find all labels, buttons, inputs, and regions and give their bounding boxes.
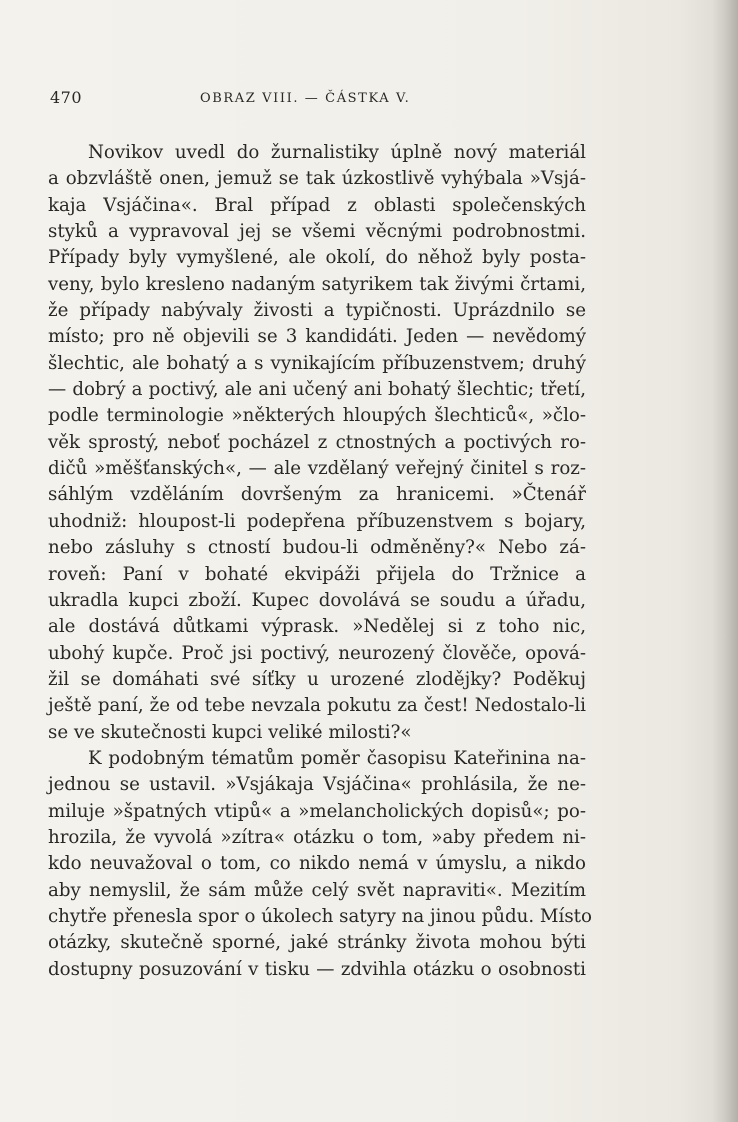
text-line: miluje »špatných vtipů« a »melancholických dopisů«; po-: [48, 800, 586, 822]
text-line: ale dostává důtkami výprask. »Nedělej si z toho nic,: [48, 616, 586, 638]
text-line: šlechtic, ale bohatý a s vynikajícím příbuzenstvem; druhý: [48, 352, 586, 374]
text-line: aby nemyslil, že sám může celý svět napraviti«. Mezitím: [48, 879, 586, 901]
text-line: Případy byly vymyšlené, ale okolí, do něhož byly posta-: [48, 247, 586, 269]
text-line: podle terminologie »některých hloupých šlechticů«, »člo-: [48, 405, 586, 427]
text-line: nebo zásluhy s ctností budou-li odměněny?« Nebo zá-: [48, 537, 586, 559]
text-line: roveň: Paní v bohaté ekvipáži přijela do Tržnice a: [48, 563, 586, 585]
text-line: ukradla kupci zboží. Kupec dovolává se soudu a úřadu,: [48, 589, 586, 611]
text-line: otázky, skutečně sporné, jaké stránky života mohou býti: [48, 932, 586, 954]
text-line: chytře přenesla spor o úkolech satyry na jinou půdu. Místo: [48, 905, 592, 927]
text-line: K podobným tématům poměr časopisu Kateřinina na-: [88, 747, 586, 769]
page-number: 470: [50, 88, 83, 107]
text-line: ubohý kupče. Proč jsi poctivý, neurozený člověče, opová-: [48, 642, 586, 664]
text-line: kaja Vsjáčina«. Bral případ z oblasti společenských: [48, 194, 586, 216]
page-header: [50, 88, 610, 110]
text-line: styků a vypravoval jej se všemi věcnými podrobnostmi.: [48, 221, 586, 243]
text-line: jednou se ustavil. »Vsjákaja Vsjáčina« prohlásila, že ne-: [48, 774, 586, 796]
text-line: dičů »měšťanských«, — ale vzdělaný veřejný činitel s roz-: [48, 458, 586, 480]
text-line: dostupny posuzování v tisku — zdvihla otázku o osobnosti: [48, 958, 586, 980]
text-line: Novikov uvedl do žurnalistiky úplně nový materiál: [88, 142, 586, 163]
text-line: hrozila, že vyvolá »zítra« otázku o tom, »aby předem ni-: [48, 826, 586, 848]
page-edge-shadow: [712, 0, 738, 1122]
text-line: ještě paní, že od tebe nevzala pokutu za čest! Nedostalo-li: [48, 695, 586, 717]
text-line: a obzvláště onen, jemuž se tak úzkostlivě vyhýbala »Vsjá-: [48, 168, 586, 190]
text-line: kdo neuvažoval o tom, co nikdo nemá v úmyslu, a nikdo: [48, 853, 586, 875]
text-line: veny, bylo kresleno nadaným satyrikem tak živými črtami,: [48, 273, 586, 295]
text-line: věk sprostý, neboť pocházel z ctnostných a poctivých ro-: [48, 431, 586, 453]
body-text: [48, 140, 592, 983]
text-line: sáhlým vzděláním dovršeným za hranicemi. »Čtenář: [48, 484, 586, 506]
text-line: místo; pro ně objevili se 3 kandidáti. Jeden — nevědomý: [48, 326, 586, 348]
text-line: — dobrý a poctivý, ale ani učený ani bohatý šlechtic; třetí,: [48, 379, 586, 401]
text-line: žil se domáhati své síťky u urozené zlodějky? Poděkuj: [48, 668, 586, 690]
text-line: uhodniž: hloupost-li podepřena příbuzenstvem s bojary,: [48, 510, 586, 532]
running-head: OBRAZ VIII. — ČÁSTKA V.: [200, 91, 411, 106]
text-line: že případy nabývaly živosti a typičnosti. Uprázdnilo se: [48, 300, 586, 322]
text-line: se ve skutečnosti kupci veliké milosti?«: [48, 721, 412, 743]
